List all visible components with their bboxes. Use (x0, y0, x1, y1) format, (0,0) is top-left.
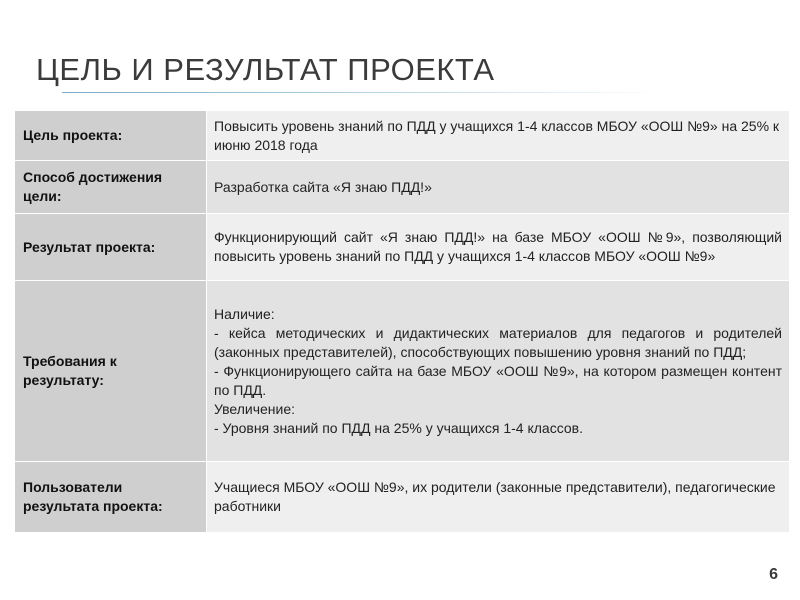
row-label-method: Способ достижения цели: (15, 161, 207, 214)
page-number: 6 (769, 566, 778, 583)
row-label-requirements: Требования к результату: (15, 281, 207, 462)
table-row-goal (15, 111, 790, 161)
row-label-goal: Цель проекта: (15, 111, 207, 161)
row-label-result: Результат проекта: (15, 214, 207, 281)
requirement-line: Наличие: (214, 305, 275, 322)
requirement-line: - кейса методических и дидактических материалов для педагогов и родителей (законных представителей), способствующих повышению уровня знаний по ПДД; (214, 324, 782, 360)
table-row-requirements (15, 281, 790, 462)
row-value-result: Функционирующий сайт «Я знаю ПДД!» на базе МБОУ «ООШ №9», позволяющий повысить уровень знаний по ПДД у учащихся 1-4 классов МБОУ «ООШ №9» (207, 214, 790, 281)
slide-title: ЦЕЛЬ И РЕЗУЛЬТАТ ПРОЕКТА (36, 52, 495, 87)
table-row-method (15, 161, 790, 214)
row-value-goal: Повысить уровень знаний по ПДД у учащихся 1-4 классов МБОУ «ООШ №9» на 25% к июню 2018 года (207, 111, 790, 161)
row-label-users: Пользователи результата проекта: (15, 462, 207, 533)
table-row-users (15, 462, 790, 533)
row-value-users: Учащиеся МБОУ «ООШ №9», их родители (законные представители), педагогические работники (207, 462, 790, 533)
requirement-line: - Функционирующего сайта на базе МБОУ «ООШ №9», на котором размещен контент по ПДД. (214, 362, 782, 398)
row-value-requirements (207, 281, 790, 462)
requirement-line: - Уровня знаний по ПДД на 25% у учащихся 1-4 классов. (214, 419, 583, 436)
project-goal-table (14, 110, 790, 533)
requirement-line: Увеличение: (214, 400, 296, 417)
table-row-result (15, 214, 790, 281)
title-underline (62, 92, 662, 93)
row-value-method: Разработка сайта «Я знаю ПДД!» (207, 161, 790, 214)
